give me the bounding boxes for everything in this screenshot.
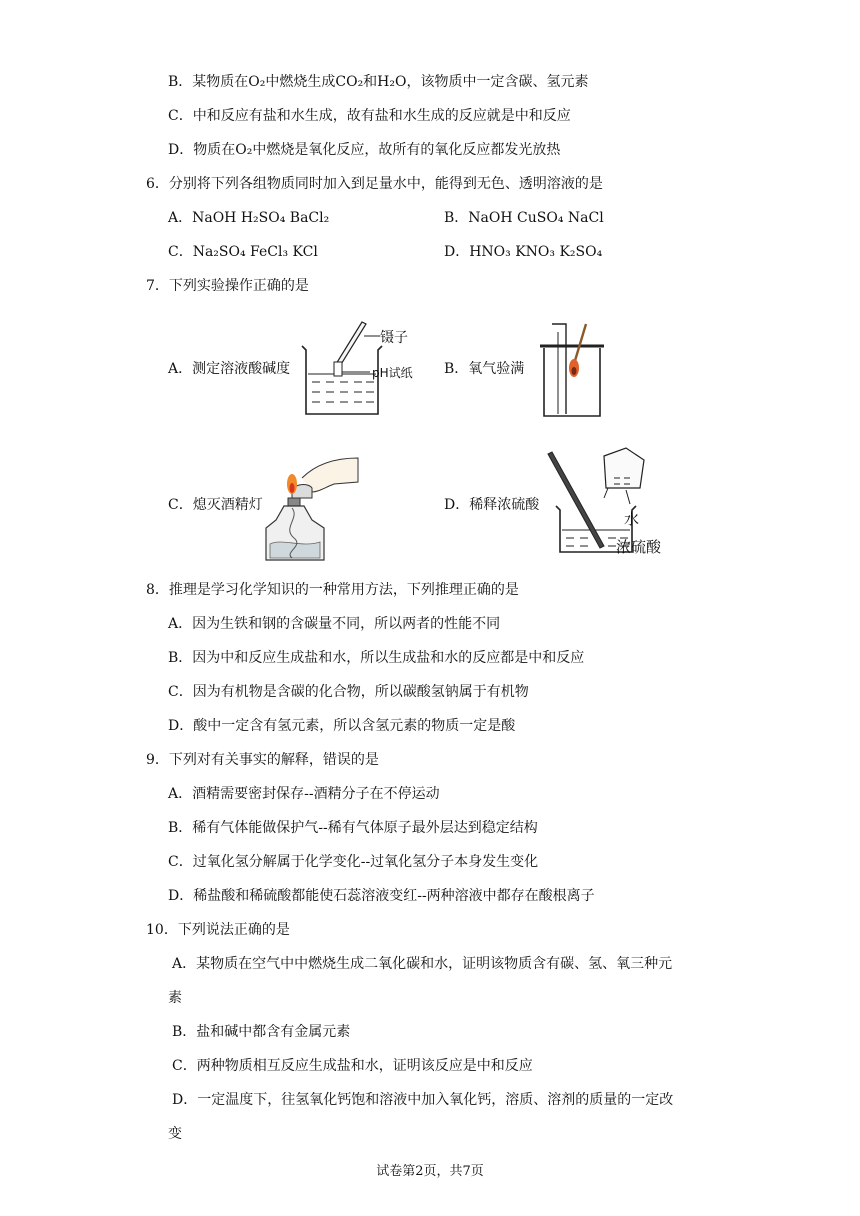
q9-stem: 9．下列对有关事实的解释，错误的是: [146, 752, 379, 768]
q10-stem: 10．下列说法正确的是: [146, 922, 290, 938]
q7-option-d: D．稀释浓硫酸: [444, 497, 540, 513]
alcohol-lamp-figure: [262, 448, 362, 564]
q8-option-b: B．因为中和反应生成盐和水，所以生成盐和水的反应都是中和反应: [168, 650, 585, 666]
q10-option-d: D．一定温度下，往氢氧化钙饱和溶液中加入氧化钙，溶质、溶剂的质量的一定改: [172, 1092, 674, 1108]
q6-option-d: D．HNO₃ KNO₃ K₂SO₄: [444, 244, 603, 260]
ph-test-beaker-figure: [296, 316, 436, 420]
q10-option-d-cont: 变: [168, 1126, 182, 1142]
q8-option-c: C．因为有机物是含碳的化合物，所以碳酸氢钠属于有机物: [168, 684, 529, 700]
q7-option-b: B．氧气验满: [444, 361, 525, 377]
q10-option-a-cont: 素: [168, 990, 182, 1006]
conc-acid-label: 浓硫酸: [616, 538, 662, 556]
ph-paper-label: pH试纸: [372, 366, 413, 380]
q8-option-d: D．酸中一定含有氢元素，所以含氢元素的物质一定是酸: [168, 718, 516, 734]
q10-option-a: A．某物质在空气中中燃烧生成二氧化碳和水，证明该物质含有碳、氢、氧三种元: [172, 956, 673, 972]
q5-option-b: B．某物质在O₂中燃烧生成CO₂和H₂O，该物质中一定含碳、氢元素: [168, 74, 589, 90]
q7-option-a: A．测定溶液酸碱度: [168, 361, 291, 377]
q9-option-a: A．酒精需要密封保存--酒精分子在不停运动: [168, 786, 440, 802]
q9-option-c: C．过氧化氢分解属于化学变化--过氧化氢分子本身发生变化: [168, 854, 539, 870]
q7-option-c: C．熄灭酒精灯: [168, 497, 263, 513]
oxygen-test-bottle-figure: [536, 320, 606, 420]
q10-option-b: B．盐和碱中都含有金属元素: [172, 1024, 351, 1040]
dilute-acid-figure: [544, 448, 674, 556]
q6-stem: 6．分别将下列各组物质同时加入到足量水中，能得到无色、透明溶液的是: [146, 176, 603, 192]
q6-option-b: B．NaOH CuSO₄ NaCl: [444, 210, 604, 226]
q5-option-d: D．物质在O₂中燃烧是氧化反应，故所有的氧化反应都发光放热: [168, 142, 561, 158]
q9-option-d: D．稀盐酸和稀硫酸都能使石蕊溶液变红--两种溶液中都存在酸根离子: [168, 888, 595, 904]
q7-stem: 7．下列实验操作正确的是: [146, 278, 309, 294]
q8-stem: 8．推理是学习化学知识的一种常用方法，下列推理正确的是: [146, 582, 519, 598]
q8-option-a: A．因为生铁和钢的含碳量不同，所以两者的性能不同: [168, 616, 501, 632]
water-label: 水: [624, 510, 640, 528]
q6-option-c: C．Na₂SO₄ FeCl₃ KCl: [168, 244, 318, 260]
q9-option-b: B．稀有气体能做保护气--稀有气体原子最外层达到稳定结构: [168, 820, 538, 836]
q6-option-a: A．NaOH H₂SO₄ BaCl₂: [168, 210, 330, 226]
tweezers-label: 镊子: [380, 330, 408, 346]
q10-option-c: C．两种物质相互反应生成盐和水，证明该反应是中和反应: [172, 1058, 533, 1074]
page-footer: 试卷第2页，共7页: [376, 1164, 484, 1179]
q5-option-c: C．中和反应有盐和水生成，故有盐和水生成的反应就是中和反应: [168, 108, 571, 124]
